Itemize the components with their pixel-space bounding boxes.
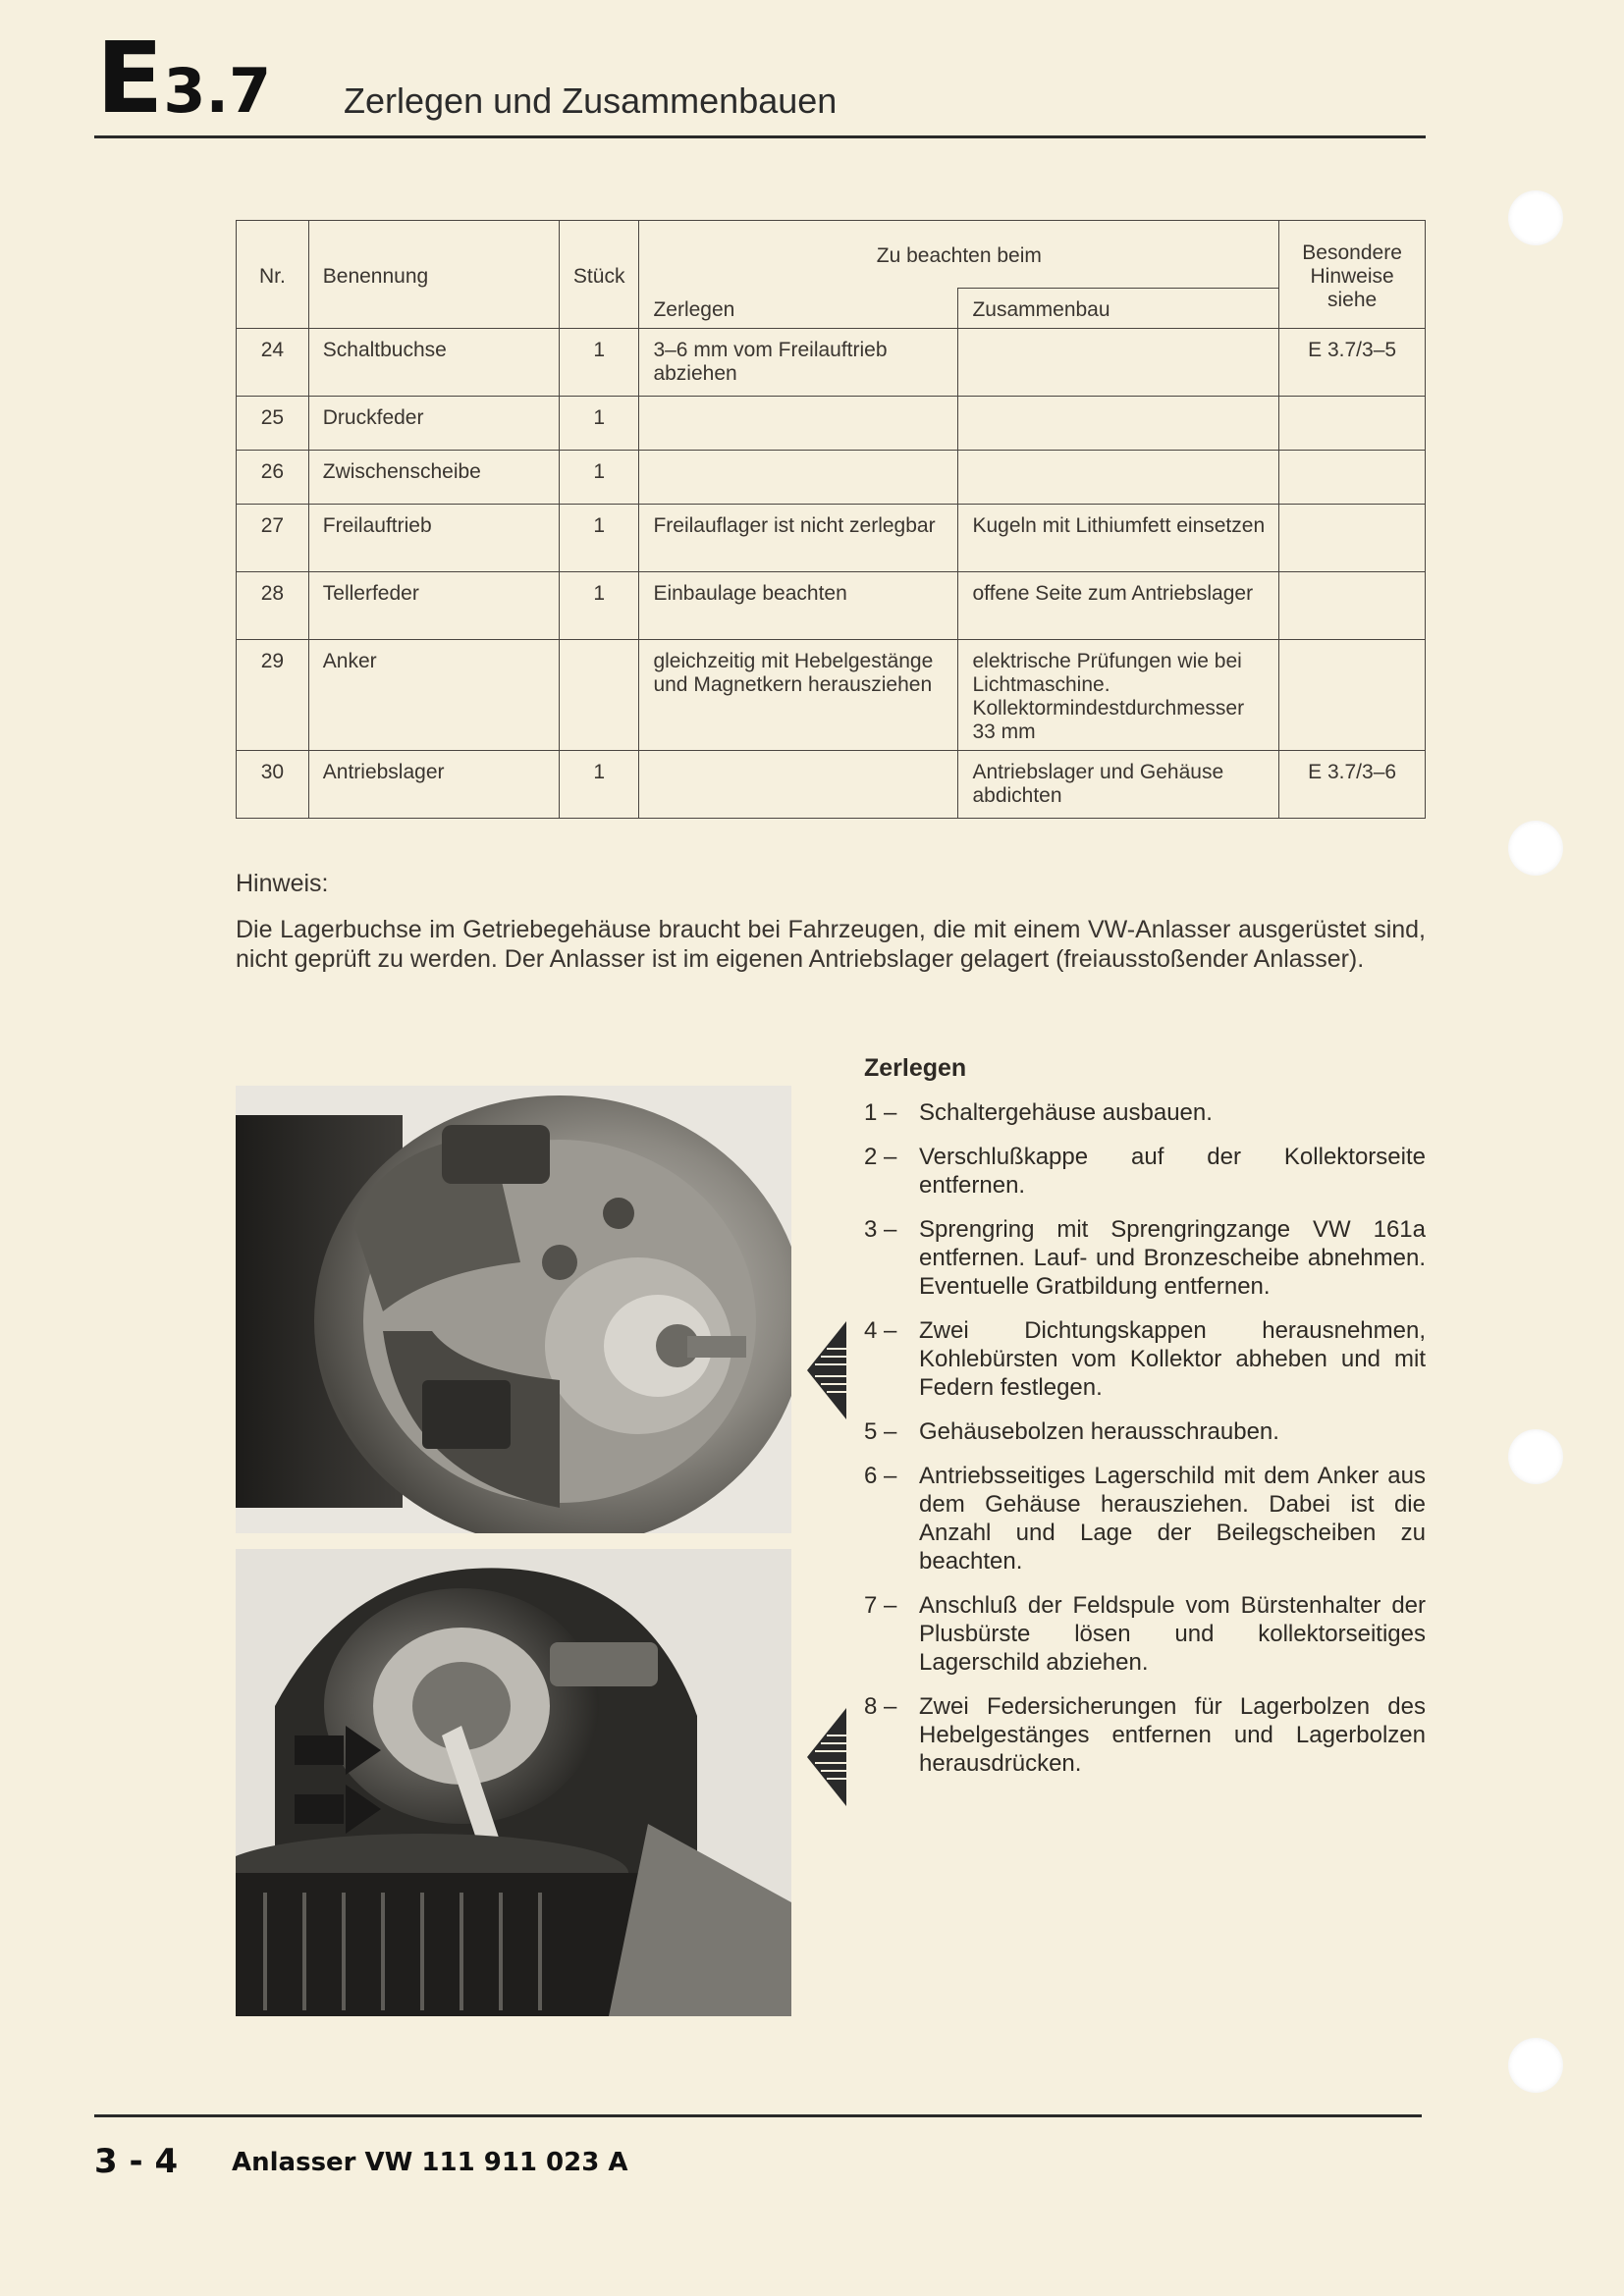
header-notes: Besondere Hinweise siehe xyxy=(1279,221,1426,329)
table-row xyxy=(237,751,1426,819)
pointer-arrow-icon xyxy=(807,1708,846,1806)
step-text: Verschlußkappe auf der Kollektorseite entfernen. xyxy=(919,1144,1426,1199)
cell-disassembly: 3–6 mm vom Freilauftrieb abziehen xyxy=(639,329,958,397)
cell-ref: E 3.7/3–5 xyxy=(1279,329,1426,397)
header-observe: Zu beachten beim xyxy=(639,221,1279,289)
section-letter: E xyxy=(96,21,160,135)
page-header xyxy=(94,21,1430,139)
cell-assembly: elektrische Prüfungen wie bei Lichtmaschine. Kollektormindestdurchmesser 33 mm xyxy=(958,640,1279,751)
starter-illustration-2 xyxy=(236,1549,791,2016)
step-text: Antriebsseitiges Lagerschild mit dem Anker aus dem Gehäuse herausziehen. Dabei ist die Anzahl und Lage der Beilegscheiben zu beachten. xyxy=(919,1463,1426,1575)
step-number: 4 – xyxy=(864,1317,897,1344)
punch-hole xyxy=(1508,1429,1563,1484)
procedure xyxy=(864,1054,1426,1793)
step-text: Sprengring mit Sprengringzange VW 161a entfernen. Lauf- und Bronzescheibe abnehmen. Eventuelle Gratbildung entfernen. xyxy=(919,1216,1426,1300)
cell-nr: 30 xyxy=(237,751,309,819)
cell-assembly xyxy=(958,451,1279,505)
section-id xyxy=(96,21,272,135)
step-text: Zwei Federsicherungen für Lagerbolzen des Hebelgestänges entfernen und Lagerbolzen herausdrücken. xyxy=(919,1693,1426,1777)
header-disassembly: Zerlegen xyxy=(639,289,958,329)
cell-disassembly: Einbaulage beachten xyxy=(639,572,958,640)
step-text: Schaltergehäuse ausbauen. xyxy=(919,1099,1213,1126)
table-row xyxy=(237,451,1426,505)
cell-name: Tellerfeder xyxy=(308,572,559,640)
cell-disassembly: gleichzeitig mit Hebelgestänge und Magnetkern herausziehen xyxy=(639,640,958,751)
cell-assembly: Kugeln mit Lithiumfett einsetzen xyxy=(958,505,1279,572)
cell-name: Antriebslager xyxy=(308,751,559,819)
procedure-step xyxy=(864,1462,1426,1575)
cell-name: Zwischenscheibe xyxy=(308,451,559,505)
cell-nr: 24 xyxy=(237,329,309,397)
procedure-step xyxy=(864,1591,1426,1677)
cell-name: Freilauftrieb xyxy=(308,505,559,572)
procedure-step xyxy=(864,1098,1426,1127)
cell-nr: 29 xyxy=(237,640,309,751)
cell-qty: 1 xyxy=(559,751,639,819)
table-header-row xyxy=(237,221,1426,289)
step-number: 8 – xyxy=(864,1693,897,1720)
page-number: 3 - 4 xyxy=(94,2142,179,2181)
cell-disassembly: Freilauflager ist nicht zerlegbar xyxy=(639,505,958,572)
cell-disassembly xyxy=(639,751,958,819)
punch-hole xyxy=(1508,190,1563,245)
punch-hole xyxy=(1508,821,1563,876)
step-number: 1 – xyxy=(864,1099,897,1126)
header-name: Benennung xyxy=(308,221,559,329)
cell-qty: 1 xyxy=(559,505,639,572)
page-title: Zerlegen und Zusammenbauen xyxy=(344,80,838,121)
cell-nr: 25 xyxy=(237,397,309,451)
step-number: 3 – xyxy=(864,1216,897,1243)
table-row xyxy=(237,329,1426,397)
starter-illustration-1 xyxy=(236,1086,791,1533)
cell-disassembly xyxy=(639,451,958,505)
cell-ref xyxy=(1279,640,1426,751)
cell-name: Druckfeder xyxy=(308,397,559,451)
note-label: Hinweis: xyxy=(236,870,329,897)
starter-photo-commutator-end xyxy=(236,1086,791,1533)
cell-assembly: Antriebslager und Gehäuse abdichten xyxy=(958,751,1279,819)
cell-qty: 1 xyxy=(559,572,639,640)
cell-qty: 1 xyxy=(559,329,639,397)
cell-ref xyxy=(1279,572,1426,640)
note-text: Die Lagerbuchse im Getriebegehäuse braucht bei Fahrzeugen, die mit einem VW-Anlasser ausgerüstet sind, nicht geprüft zu werden. Der Anlasser ist im eigenen Antriebslager gelagert (freiausstoßender Anlasser). xyxy=(236,916,1426,973)
step-number: 6 – xyxy=(864,1463,897,1489)
parts-table xyxy=(236,220,1426,819)
table-row xyxy=(237,397,1426,451)
table-row xyxy=(237,572,1426,640)
cell-nr: 28 xyxy=(237,572,309,640)
cell-name: Anker xyxy=(308,640,559,751)
step-text: Zwei Dichtungskappen herausnehmen, Kohlebürsten vom Kollektor abheben und mit Federn festlegen. xyxy=(919,1317,1426,1401)
cell-assembly xyxy=(958,329,1279,397)
cell-disassembly xyxy=(639,397,958,451)
punch-hole xyxy=(1508,2038,1563,2093)
footer-title: Anlasser VW 111 911 023 A xyxy=(232,2148,628,2177)
cell-nr: 26 xyxy=(237,451,309,505)
footer-rule xyxy=(94,2114,1422,2117)
cell-qty: 1 xyxy=(559,451,639,505)
cell-ref: E 3.7/3–6 xyxy=(1279,751,1426,819)
step-text: Anschluß der Feldspule vom Bürstenhalter der Plusbürste lösen und kollektorseitiges Lagerschild abziehen. xyxy=(919,1592,1426,1676)
procedure-step xyxy=(864,1692,1426,1778)
table-row xyxy=(237,640,1426,751)
procedure-step xyxy=(864,1143,1426,1200)
header-nr: Nr. xyxy=(237,221,309,329)
cell-assembly: offene Seite zum Antriebslager xyxy=(958,572,1279,640)
cell-nr: 27 xyxy=(237,505,309,572)
procedure-step xyxy=(864,1417,1426,1446)
cell-ref xyxy=(1279,505,1426,572)
header-assembly: Zusammenbau xyxy=(958,289,1279,329)
step-text: Gehäusebolzen herausschrauben. xyxy=(919,1418,1279,1445)
pointer-arrow-icon xyxy=(807,1321,846,1419)
procedure-step xyxy=(864,1316,1426,1402)
cell-ref xyxy=(1279,451,1426,505)
cell-qty xyxy=(559,640,639,751)
cell-ref xyxy=(1279,397,1426,451)
header-rule xyxy=(94,135,1426,138)
step-number: 2 – xyxy=(864,1144,897,1170)
cell-name: Schaltbuchse xyxy=(308,329,559,397)
table-row xyxy=(237,505,1426,572)
step-number: 7 – xyxy=(864,1592,897,1619)
step-number: 5 – xyxy=(864,1418,897,1445)
cell-assembly xyxy=(958,397,1279,451)
section-number: 3.7 xyxy=(163,55,272,127)
header-qty: Stück xyxy=(559,221,639,329)
procedure-title: Zerlegen xyxy=(864,1054,967,1082)
starter-photo-drive-end xyxy=(236,1549,791,2016)
cell-qty: 1 xyxy=(559,397,639,451)
procedure-step xyxy=(864,1215,1426,1301)
